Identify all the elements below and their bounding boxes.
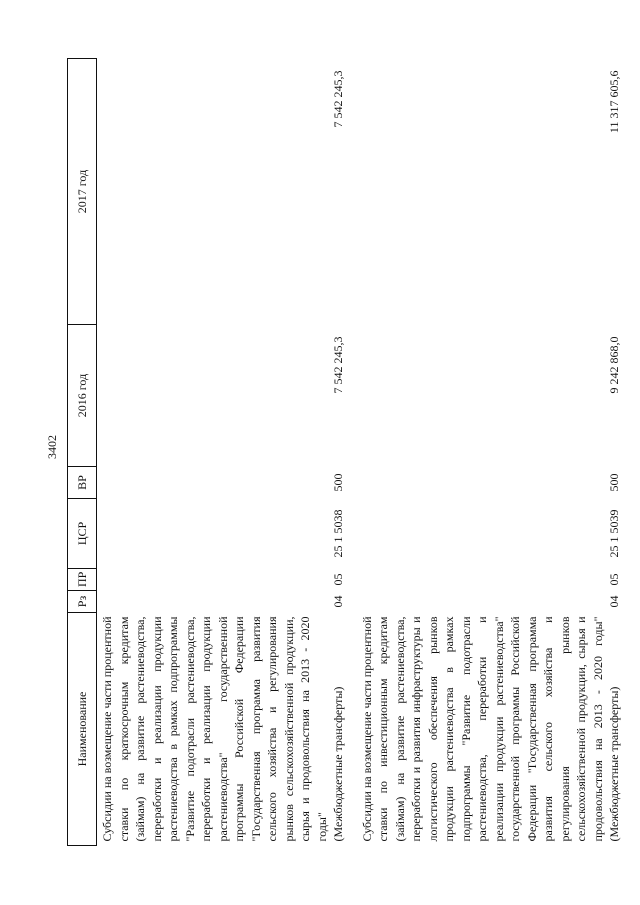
row-2017: 11 317 605,6	[607, 70, 621, 134]
table-header-row	[68, 59, 97, 846]
row-2017: 7 542 245,3	[331, 70, 345, 128]
row-rz: 04	[607, 595, 621, 608]
row-note: (Межбюджетные трансферты)	[331, 686, 345, 842]
row-vr: 500	[607, 473, 621, 492]
row-name: Субсидии на возмещение части процентной ставки по инвестиционным кредитам (займам) на развитие растениеводства, переработки и развития инфраструктуры и логистического обеспечения рынков продукции растениеводства в рамках подпрограммы "Развитие подотрасли растениеводства, переработки и реализации продукции растениеводства" государственной программы Российской Федерации "Государственная программа развития сельского хозяйства и регулирования рынков сельскохозяйственной продукции, сырья и продовольствия на 2013 - 2020 годы"	[359, 616, 605, 842]
row-name-cell	[97, 613, 347, 846]
header-2017: 2017 год	[68, 59, 97, 325]
header-rz: Рз	[68, 591, 97, 613]
row-note: (Межбюджетные трансферты)	[607, 686, 621, 842]
page-number: 3402	[45, 435, 59, 459]
header-pr: ПР	[68, 569, 97, 591]
table-row	[357, 59, 623, 846]
row-csr: 25 1 5039	[607, 509, 621, 558]
header-csr: ЦСР	[68, 499, 97, 569]
row-pr: 05	[331, 573, 345, 586]
budget-table	[67, 58, 623, 846]
row-name: Субсидии на возмещение части процентной ставки по краткосрочным кредитам (займам) на развитие растениеводства, переработки и реализации продукции растениеводства в рамках подпрограммы "Развитие подотрасли растениеводства, переработки и реализации продукции растениеводства" государственной программы Российской Федерации "Государственная программа развития сельского хозяйства и регулирования рынков сельскохозяйственной продукции, сырья и продовольствия на 2013 - 2020 годы"	[100, 616, 329, 842]
row-name-cell	[357, 613, 623, 846]
row-rz: 04	[331, 595, 345, 608]
row-spacer	[347, 59, 357, 846]
row-2016: 9 242 868,0	[607, 336, 621, 394]
row-pr: 05	[607, 573, 621, 586]
table-row	[97, 59, 347, 846]
row-2016: 7 542 245,3	[331, 336, 345, 394]
row-csr: 25 1 5038	[331, 509, 345, 558]
header-2016: 2016 год	[68, 325, 97, 467]
row-vr: 500	[331, 473, 345, 492]
header-name: Наименование	[68, 613, 97, 846]
header-vr: ВР	[68, 467, 97, 499]
rotated-page-content	[67, 59, 621, 846]
